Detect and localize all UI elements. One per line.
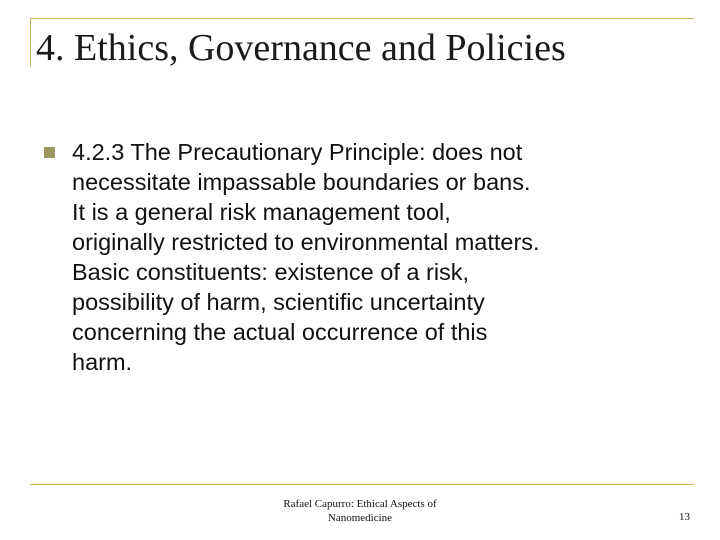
bullet-line: harm. xyxy=(72,349,133,375)
footer-caption-line: Rafael Capurro: Ethical Aspects of xyxy=(283,498,437,510)
bullet-line: Basic constituents: existence of a risk, xyxy=(72,259,470,285)
bullet-text xyxy=(72,137,684,377)
bullet-line: 4.2.3 The Precautionary Principle: does not xyxy=(72,139,523,165)
footer-caption xyxy=(240,497,480,525)
bullet-line: necessitate impassable boundaries or bans. xyxy=(72,169,531,195)
bullet-line: possibility of harm, scientific uncertainty xyxy=(72,289,485,315)
bullet-line: concerning the actual occurrence of this xyxy=(72,319,488,345)
page-number: 13 xyxy=(679,511,690,523)
square-bullet-icon xyxy=(44,147,55,158)
bullet-line: originally restricted to environmental matters. xyxy=(72,229,540,255)
footer-rule xyxy=(30,484,694,485)
title-accent-vertical-rule xyxy=(30,18,31,66)
slide-title: 4. Ethics, Governance and Policies xyxy=(36,27,566,69)
footer-caption-line: Nanomedicine xyxy=(327,512,393,524)
title-accent-horizontal-rule xyxy=(30,18,694,19)
bullet-line: It is a general risk management tool, xyxy=(72,199,451,225)
